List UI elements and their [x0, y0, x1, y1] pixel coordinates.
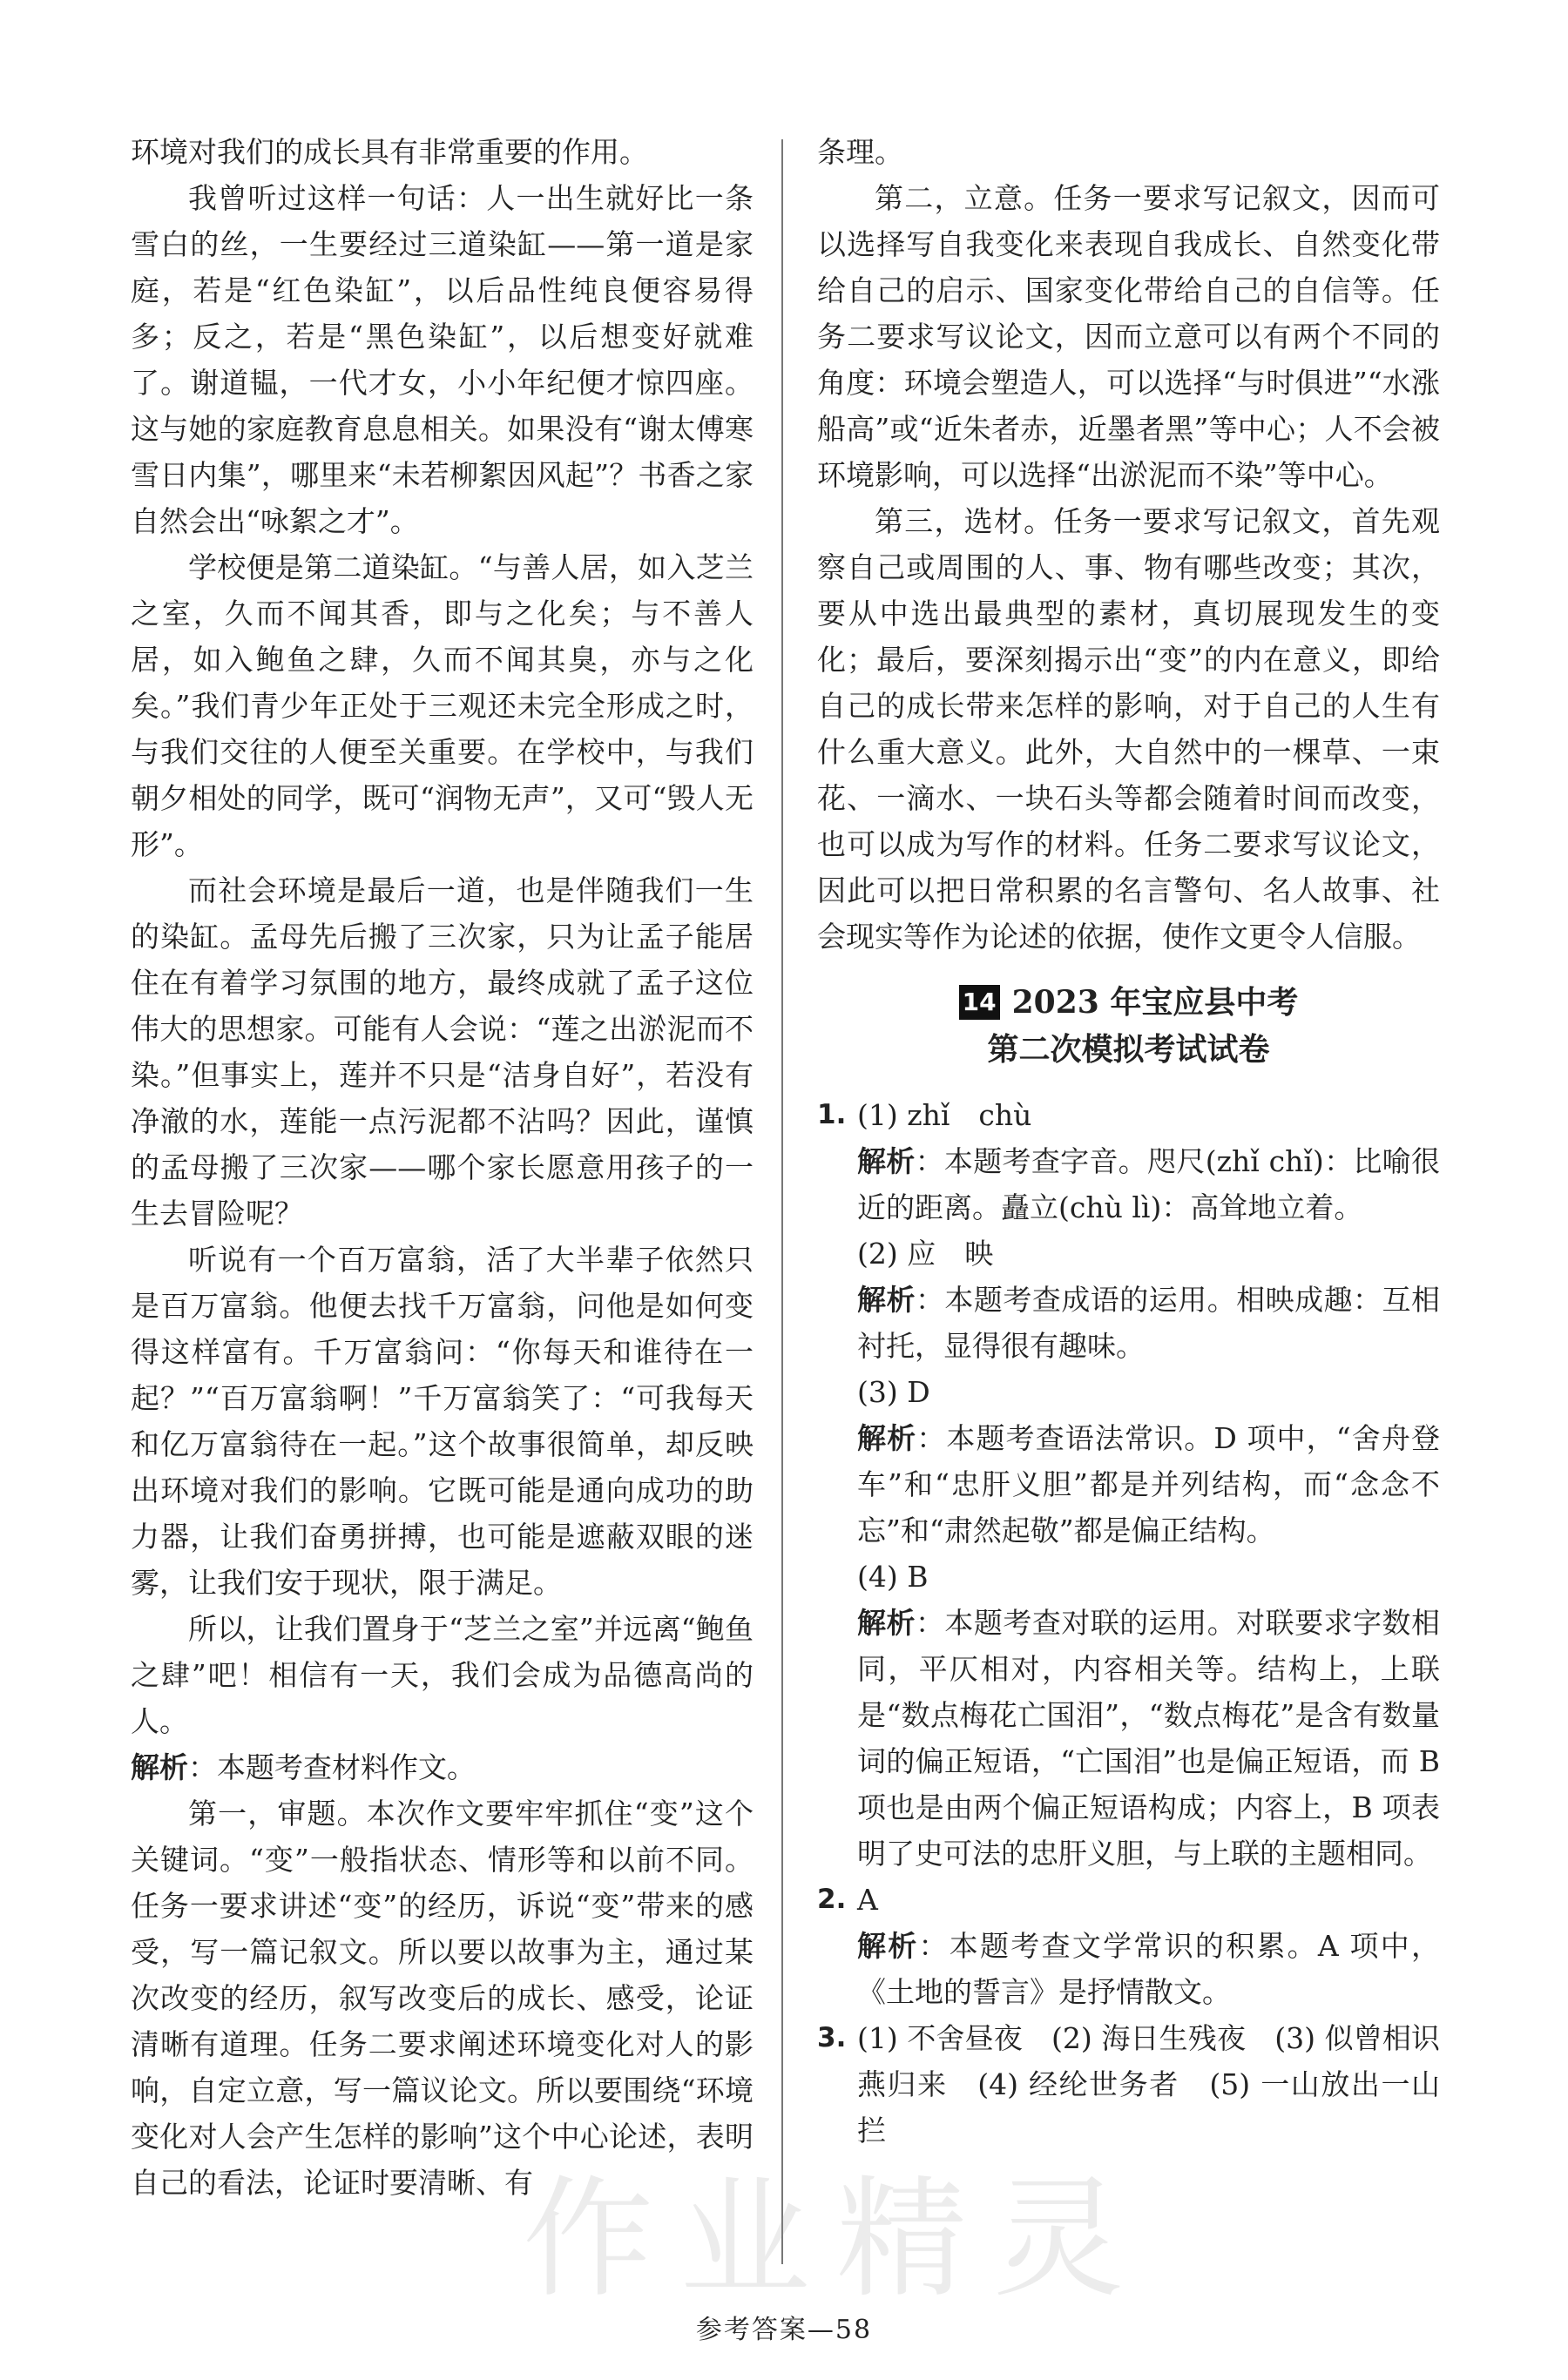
analysis-label: 解析 — [131, 1750, 188, 1784]
right_top-paragraph: 第三，选材。任务一要求写记叙文，首先观察自己或周围的人、事、物有哪些改变；其次，要从中选出最典型的素材，真切展现发生的变化；最后，要深刻揭示出“变”的内在意义，即给自己的成长带来怎样的影响，对于自己的人生有什么重大意义。此外，大自然中的一棵草、一束花、一滴水、一块石头等都会随着时间而改变，也可以成为写作的材料。任务二要求写议论文，因此可以把日常积累的名言警句、名人故事、社会现实等作为论述的依据，使作文更令人信服。 — [817, 504, 1440, 954]
left-column — [131, 129, 754, 2206]
page-footer: 参考答案—58 — [695, 2315, 873, 2345]
exam-title — [817, 979, 1440, 1073]
answer-1-3: (3) D — [857, 1375, 930, 1409]
exam-title-line1: 2023 年宝应县中考 — [1011, 984, 1299, 1021]
question-1 — [817, 1092, 1440, 1877]
analysis-1-4: 解析：本题考查对联的运用。对联要求字数相同，平仄相对，内容相关等。结构上，上联是“数点梅花亡国泪”，“数点梅花”是含有数量词的偏正短语，“亡国泪”也是偏正短语，而 B 项也是由两个偏正短语构成；内容上，B 项表明了史可法的忠肝义胆，与上联的主题相同。 — [857, 1606, 1441, 1871]
right-column — [817, 129, 1440, 2154]
question-2 — [817, 1877, 1440, 2015]
question-number: 2. — [817, 1884, 847, 1915]
left_column-paragraph: 环境对我们的成长具有非常重要的作用。 — [131, 135, 648, 169]
exam-title-line2: 第二次模拟考试试卷 — [987, 1031, 1270, 1068]
analysis-label: 解析 — [857, 1283, 916, 1317]
answer-1-4: (4) B — [857, 1560, 929, 1594]
answer-2: A — [857, 1883, 878, 1917]
left_column-paragraph: 学校便是第二道染缸。“与善人居，如入芝兰之室，久而不闻其香，即与之化矣；与不善人居，如入鲍鱼之肆，久而不闻其臭，亦与之化矣。”我们青少年正处于三观还未完全形成之时，与我们交往的人便至关重要。在学校中，与我们朝夕相处的同学，既可“润物无声”，又可“毁人无形”。 — [131, 550, 754, 861]
column-divider — [781, 139, 783, 2264]
answer-3: (1) 不舍昼夜 (2) 海日生残夜 (3) 似曾相识燕归来 (4) 经纶世务者 (5) 一山放出一山拦 — [857, 2021, 1440, 2147]
right_top-paragraph: 条理。 — [817, 135, 903, 169]
left_column-paragraph: 听说有一个百万富翁，活了大半辈子依然只是百万富翁。他便去找千万富翁，问他是如何变得这样富有。千万富翁问：“你每天和谁待在一起？”“百万富翁啊！”千万富翁笑了：“可我每天和亿万富翁待在一起。”这个故事很简单，却反映出环境对我们的影响。它既可能是通向成功的助力器，让我们奋勇拼搏，也可能是遮蔽双眼的迷雾，让我们安于现状，限于满足。 — [131, 1243, 754, 1600]
analysis-label: 解析 — [857, 1421, 917, 1455]
question-number: 1. — [817, 1099, 847, 1130]
exam-number-badge: 14 — [959, 985, 1000, 1020]
analysis-1-2: 解析：本题考查成语的运用。相映成趣：互相衬托，显得很有趣味。 — [857, 1283, 1441, 1363]
right_top-paragraph: 第二，立意。任务一要求写记叙文，因而可以选择写自我变化来表现自我成长、自然变化带给自己的启示、国家变化带给自己的自信等。任务二要求写议论文，因而立意可以有两个不同的角度：环境会塑造人，可以选择“与时俱进”“水涨船高”或“近朱者赤，近墨者黑”等中心；人不会被环境影响，可以选择“出淤泥而不染”等中心。 — [817, 181, 1440, 492]
answer-1-2: (2) 应 映 — [857, 1237, 994, 1271]
question-3 — [817, 2015, 1440, 2154]
left_column-paragraph: 解析：本题考查材料作文。 — [131, 1750, 476, 1784]
analysis-label: 解析 — [857, 1606, 916, 1640]
left_column-paragraph: 而社会环境是最后一道，也是伴随我们一生的染缸。孟母先后搬了三次家，只为让孟子能居住在有着学习氛围的地方，最终成就了孟子这位伟大的思想家。可能有人会说：“莲之出淤泥而不染。”但事实上，莲并不只是“洁身自好”，若没有净澈的水，莲能一点污泥都不沾吗？因此，谨慎的孟母搬了三次家——哪个家长愿意用孩子的一生去冒险呢？ — [131, 873, 754, 1230]
analysis-2: 解析：本题考查文学常识的积累。A 项中，《土地的誓言》是抒情散文。 — [857, 1929, 1441, 2009]
left_column-paragraph: 所以，让我们置身于“芝兰之室”并远离“鲍鱼之肆”吧！相信有一天，我们会成为品德高尚的人。 — [131, 1612, 754, 1738]
analysis-label: 解析 — [857, 1144, 916, 1178]
analysis-1-3: 解析：本题考查语法常识。D 项中，“舍舟登车”和“忠肝义胆”都是并列结构，而“念念不忘”和“肃然起敬”都是偏正结构。 — [857, 1421, 1440, 1547]
left_column-paragraph: 我曾听过这样一句话：人一出生就好比一条雪白的丝，一生要经过三道染缸——第一道是家庭，若是“红色染缸”，以后品性纯良便容易得多；反之，若是“黑色染缸”，以后想变好就难了。谢道韫，一代才女，小小年纪便才惊四座。这与她的家庭教育息息相关。如果没有“谢太傅寒雪日内集”，哪里来“未若柳絮因风起”？书香之家自然会出“咏絮之才”。 — [131, 181, 754, 538]
answer-1-1: (1) zhǐ chù — [857, 1098, 1032, 1132]
right-column-essay-notes — [817, 129, 1440, 960]
question-number: 3. — [817, 2022, 847, 2053]
watermark: 作业精灵 — [523, 2164, 1151, 2316]
analysis-1-1: 解析：本题考查字音。咫尺(zhǐ chǐ)：比喻很近的距离。矗立(chù lì)：高耸地立着。 — [857, 1144, 1440, 1224]
analysis-label: 解析 — [857, 1929, 919, 1963]
left_column-paragraph: 第一，审题。本次作文要牢牢抓住“变”这个关键词。“变”一般指状态、情形等和以前不同。任务一要求讲述“变”的经历，诉说“变”带来的感受，写一篇记叙文。所以要以故事为主，通过某次改变的经历，叙写改变后的成长、感受，论证清晰有道理。任务二要求阐述环境变化对人的影响，自定立意，写一篇议论文。所以要围绕“环境变化对人会产生怎样的影响”这个中心论述，表明自己的看法，论证时要清晰、有 — [131, 1797, 754, 2200]
